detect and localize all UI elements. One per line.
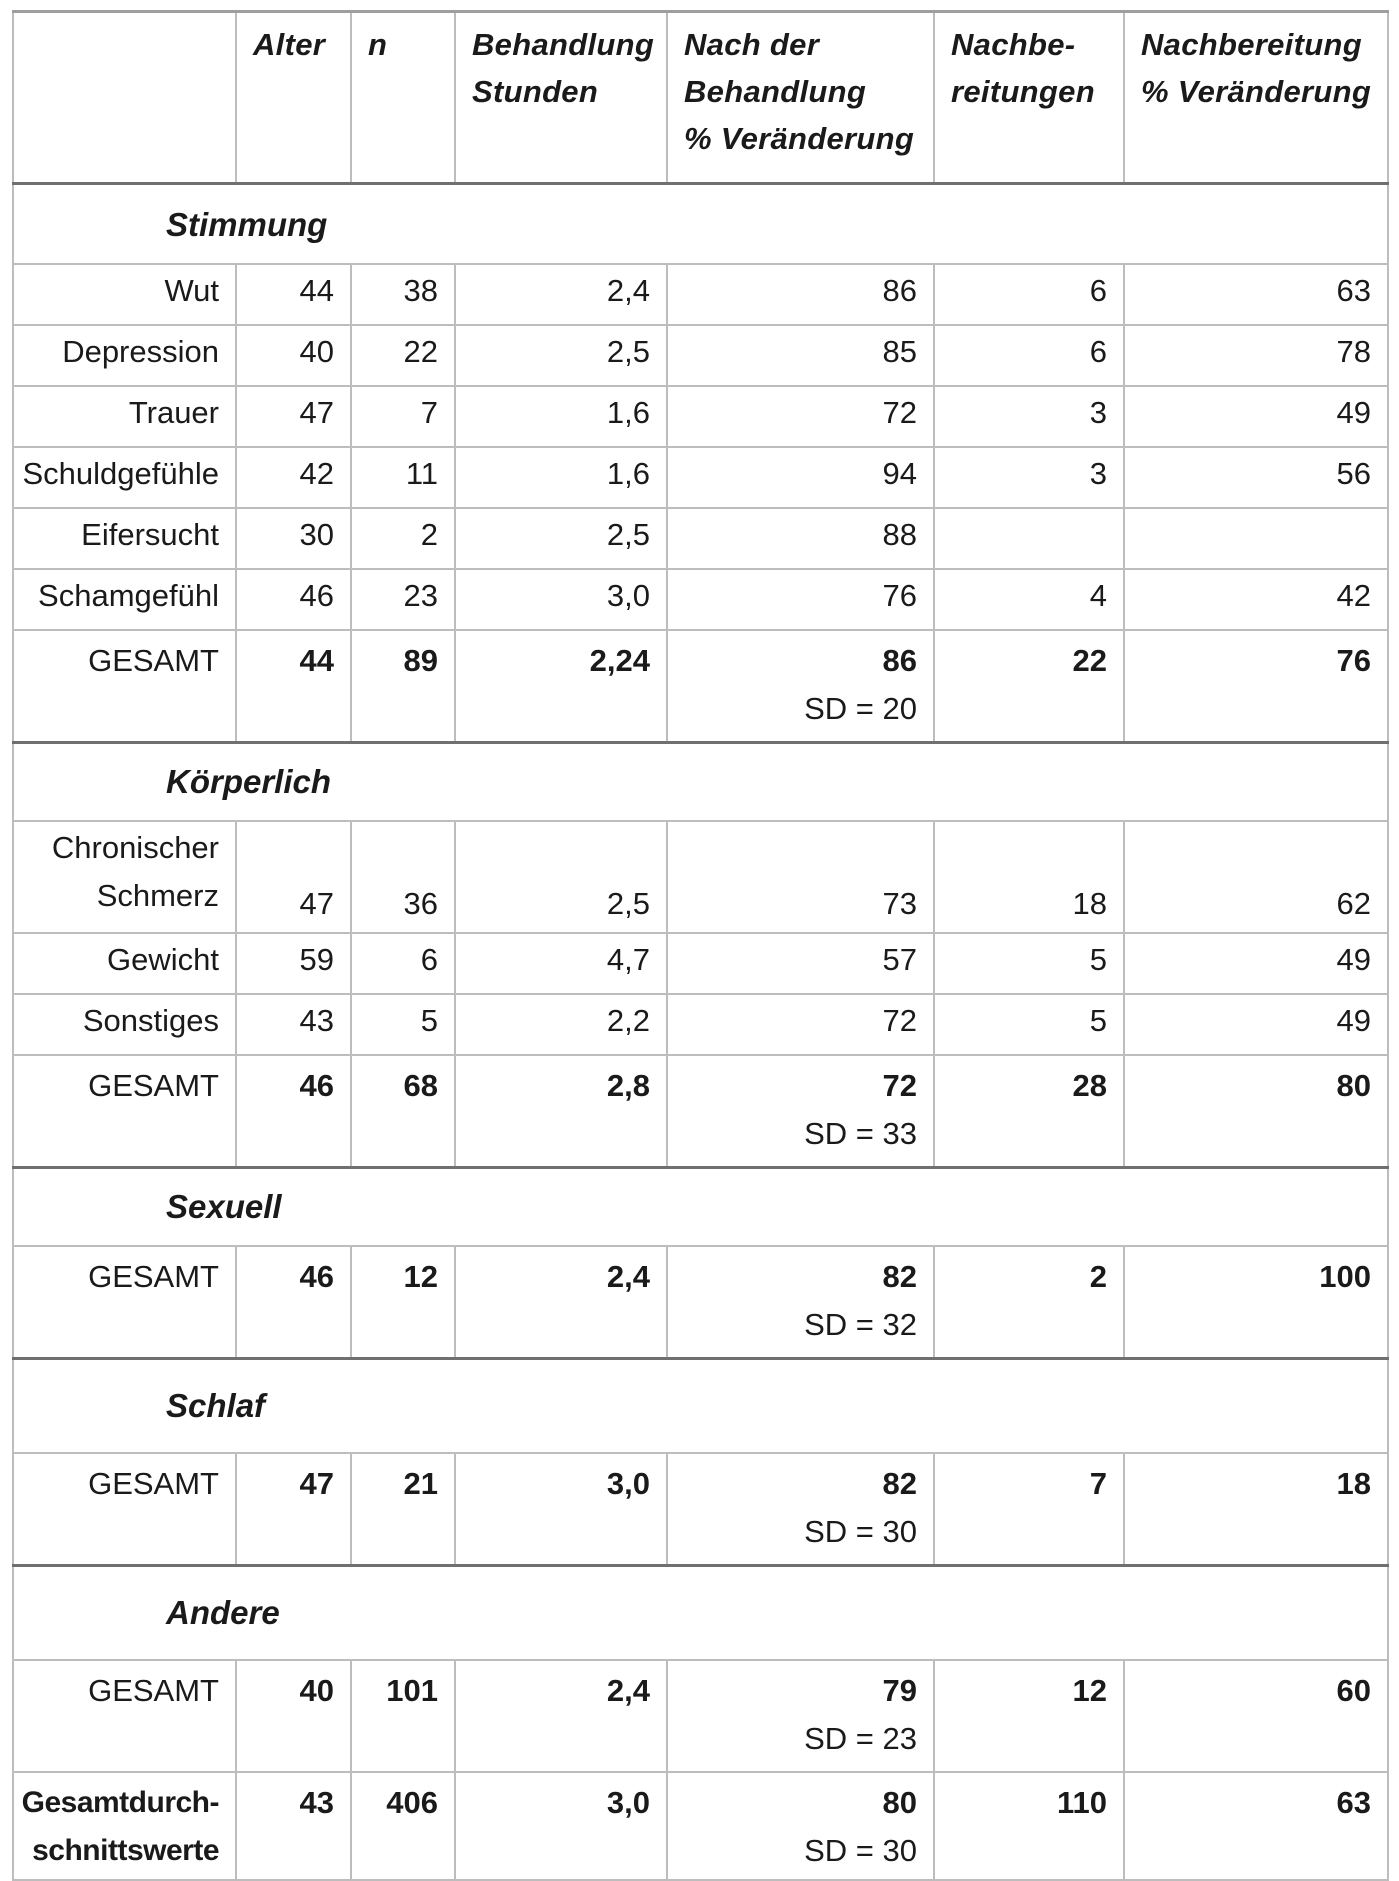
cell-veraenderung: 57 xyxy=(667,933,934,994)
cell-alter: 46 xyxy=(236,1246,351,1359)
cell-nb-veraenderung: 78 xyxy=(1124,325,1388,386)
row-label: Schamgefühl xyxy=(13,569,236,630)
row-label xyxy=(13,821,236,933)
header-alter xyxy=(236,12,351,184)
cell-nb-veraenderung: 49 xyxy=(1124,994,1388,1055)
table-row xyxy=(13,386,1388,447)
cell-nb-veraenderung: 60 xyxy=(1124,1660,1388,1772)
cell-stunden: 4,7 xyxy=(455,933,667,994)
cell-nachbereitungen: 4 xyxy=(934,569,1124,630)
header-n-text: n xyxy=(368,27,388,62)
cell-n: 7 xyxy=(351,386,455,447)
total-row-sexuell xyxy=(13,1246,1388,1359)
cell-nachbereitungen: 18 xyxy=(934,821,1124,933)
value: 86 xyxy=(882,643,917,678)
cell-nachbereitungen: 12 xyxy=(934,1660,1124,1772)
section-title: Sexuell xyxy=(13,1168,1388,1247)
section-row-stimmung xyxy=(13,184,1388,265)
results-table xyxy=(12,10,1389,1881)
row-label: Depression xyxy=(13,325,236,386)
row-label: GESAMT xyxy=(13,630,236,743)
sd-value: SD = 30 xyxy=(804,1833,917,1868)
cell-stunden: 2,5 xyxy=(455,821,667,933)
section-row-andere xyxy=(13,1566,1388,1661)
sd-value: SD = 30 xyxy=(804,1514,917,1549)
cell-veraenderung xyxy=(667,630,934,743)
cell-veraenderung: 72 xyxy=(667,994,934,1055)
cell-nb-veraenderung: 18 xyxy=(1124,1453,1388,1566)
cell-alter: 30 xyxy=(236,508,351,569)
cell-stunden: 2,4 xyxy=(455,1246,667,1359)
cell-nb-veraenderung: 80 xyxy=(1124,1055,1388,1168)
cell-n: 12 xyxy=(351,1246,455,1359)
row-label xyxy=(13,1772,236,1880)
cell-alter: 47 xyxy=(236,386,351,447)
row-label-line1: Gesamtdurch- xyxy=(21,1786,219,1819)
header-nachbereitung-veraenderung xyxy=(1124,12,1388,184)
table-row xyxy=(13,325,1388,386)
total-row-koerperlich xyxy=(13,1055,1388,1168)
header-nachbe-line2: reitungen xyxy=(951,74,1095,109)
cell-alter: 44 xyxy=(236,630,351,743)
header-row xyxy=(13,12,1388,184)
total-row-andere xyxy=(13,1660,1388,1772)
cell-veraenderung xyxy=(667,1246,934,1359)
cell-nb-veraenderung: 76 xyxy=(1124,630,1388,743)
value: 82 xyxy=(882,1259,917,1294)
section-row-koerperlich xyxy=(13,743,1388,822)
cell-nachbereitungen: 110 xyxy=(934,1772,1124,1880)
cell-nachbereitungen: 2 xyxy=(934,1246,1124,1359)
cell-nb-veraenderung: 100 xyxy=(1124,1246,1388,1359)
cell-alter: 42 xyxy=(236,447,351,508)
table-row xyxy=(13,821,1388,933)
cell-veraenderung: 85 xyxy=(667,325,934,386)
header-behandlung-stunden xyxy=(455,12,667,184)
table-row xyxy=(13,264,1388,325)
cell-veraenderung xyxy=(667,1055,934,1168)
sd-value: SD = 20 xyxy=(804,691,917,726)
cell-stunden: 1,6 xyxy=(455,447,667,508)
cell-stunden: 1,6 xyxy=(455,386,667,447)
cell-nachbereitungen: 3 xyxy=(934,386,1124,447)
sd-value: SD = 23 xyxy=(804,1721,917,1756)
cell-stunden: 2,5 xyxy=(455,508,667,569)
cell-veraenderung: 73 xyxy=(667,821,934,933)
cell-alter: 47 xyxy=(236,821,351,933)
cell-n: 38 xyxy=(351,264,455,325)
cell-n: 36 xyxy=(351,821,455,933)
row-label: Wut xyxy=(13,264,236,325)
header-alter-text: Alter xyxy=(253,27,326,62)
cell-n: 23 xyxy=(351,569,455,630)
section-title: Schlaf xyxy=(13,1359,1388,1454)
header-behandlung-line1: Behandlung xyxy=(472,27,655,62)
cell-n: 22 xyxy=(351,325,455,386)
cell-nachbereitungen: 6 xyxy=(934,325,1124,386)
header-nachbereitungen xyxy=(934,12,1124,184)
cell-veraenderung xyxy=(667,1660,934,1772)
row-label-line2: Schmerz xyxy=(96,878,219,913)
grand-total-row xyxy=(13,1772,1388,1880)
cell-nachbereitungen: 6 xyxy=(934,264,1124,325)
cell-veraenderung: 88 xyxy=(667,508,934,569)
cell-stunden: 3,0 xyxy=(455,1453,667,1566)
row-label-line2: schnittswerte xyxy=(32,1834,219,1867)
table-row xyxy=(13,933,1388,994)
header-nach-line2: Behandlung xyxy=(684,74,867,109)
row-label: GESAMT xyxy=(13,1246,236,1359)
cell-stunden: 2,8 xyxy=(455,1055,667,1168)
row-label: GESAMT xyxy=(13,1660,236,1772)
header-nach-line3: % Veränderung xyxy=(684,121,915,156)
cell-n: 6 xyxy=(351,933,455,994)
value: 72 xyxy=(882,1068,917,1103)
cell-stunden: 2,4 xyxy=(455,264,667,325)
header-n xyxy=(351,12,455,184)
row-label: GESAMT xyxy=(13,1453,236,1566)
cell-n: 21 xyxy=(351,1453,455,1566)
section-title: Andere xyxy=(13,1566,1388,1661)
row-label: Gewicht xyxy=(13,933,236,994)
total-row-schlaf xyxy=(13,1453,1388,1566)
row-label: Eifersucht xyxy=(13,508,236,569)
row-label: Sonstiges xyxy=(13,994,236,1055)
cell-veraenderung: 76 xyxy=(667,569,934,630)
sd-value: SD = 33 xyxy=(804,1116,917,1151)
cell-n: 101 xyxy=(351,1660,455,1772)
header-nach-line1: Nach der xyxy=(684,27,820,62)
header-nachbe-line1: Nachbe- xyxy=(951,27,1076,62)
section-title: Körperlich xyxy=(13,743,1388,822)
cell-nb-veraenderung: 63 xyxy=(1124,1772,1388,1880)
sd-value: SD = 32 xyxy=(804,1307,917,1342)
header-nach-behandlung xyxy=(667,12,934,184)
cell-alter: 47 xyxy=(236,1453,351,1566)
cell-nachbereitungen: 5 xyxy=(934,994,1124,1055)
value: 82 xyxy=(882,1466,917,1501)
cell-veraenderung xyxy=(667,1453,934,1566)
cell-nb-veraenderung: 42 xyxy=(1124,569,1388,630)
cell-nachbereitungen: 7 xyxy=(934,1453,1124,1566)
cell-nachbereitungen xyxy=(934,508,1124,569)
row-label: Schuldgefühle xyxy=(13,447,236,508)
cell-stunden: 2,24 xyxy=(455,630,667,743)
cell-alter: 40 xyxy=(236,325,351,386)
value: 79 xyxy=(882,1673,917,1708)
cell-stunden: 2,2 xyxy=(455,994,667,1055)
cell-veraenderung xyxy=(667,1772,934,1880)
cell-stunden: 3,0 xyxy=(455,1772,667,1880)
row-label: GESAMT xyxy=(13,1055,236,1168)
header-behandlung-line2: Stunden xyxy=(472,74,599,109)
table-row xyxy=(13,447,1388,508)
cell-nb-veraenderung: 63 xyxy=(1124,264,1388,325)
cell-alter: 40 xyxy=(236,1660,351,1772)
table-row xyxy=(13,508,1388,569)
cell-n: 2 xyxy=(351,508,455,569)
cell-n: 406 xyxy=(351,1772,455,1880)
cell-alter: 46 xyxy=(236,569,351,630)
cell-stunden: 2,4 xyxy=(455,1660,667,1772)
cell-alter: 43 xyxy=(236,1772,351,1880)
cell-n: 89 xyxy=(351,630,455,743)
cell-nb-veraenderung: 56 xyxy=(1124,447,1388,508)
cell-n: 5 xyxy=(351,994,455,1055)
cell-nb-veraenderung xyxy=(1124,508,1388,569)
cell-n: 68 xyxy=(351,1055,455,1168)
cell-nb-veraenderung: 49 xyxy=(1124,386,1388,447)
table-row xyxy=(13,994,1388,1055)
table-row xyxy=(13,569,1388,630)
cell-nachbereitungen: 5 xyxy=(934,933,1124,994)
cell-alter: 46 xyxy=(236,1055,351,1168)
cell-nb-veraenderung: 62 xyxy=(1124,821,1388,933)
section-row-sexuell xyxy=(13,1168,1388,1247)
section-row-schlaf xyxy=(13,1359,1388,1454)
total-row-stimmung xyxy=(13,630,1388,743)
header-nachber-line2: % Veränderung xyxy=(1141,74,1372,109)
cell-nb-veraenderung: 49 xyxy=(1124,933,1388,994)
row-label: Trauer xyxy=(13,386,236,447)
header-label-col xyxy=(13,12,236,184)
cell-alter: 43 xyxy=(236,994,351,1055)
cell-n: 11 xyxy=(351,447,455,508)
row-label-line1: Chronischer xyxy=(51,830,219,865)
value: 80 xyxy=(882,1785,917,1820)
cell-veraenderung: 72 xyxy=(667,386,934,447)
cell-veraenderung: 86 xyxy=(667,264,934,325)
cell-alter: 59 xyxy=(236,933,351,994)
cell-nachbereitungen: 3 xyxy=(934,447,1124,508)
section-title: Stimmung xyxy=(13,184,1388,265)
cell-stunden: 2,5 xyxy=(455,325,667,386)
cell-alter: 44 xyxy=(236,264,351,325)
cell-nachbereitungen: 28 xyxy=(934,1055,1124,1168)
header-nachber-line1: Nachbereitung xyxy=(1141,27,1362,62)
cell-nachbereitungen: 22 xyxy=(934,630,1124,743)
cell-veraenderung: 94 xyxy=(667,447,934,508)
cell-stunden: 3,0 xyxy=(455,569,667,630)
